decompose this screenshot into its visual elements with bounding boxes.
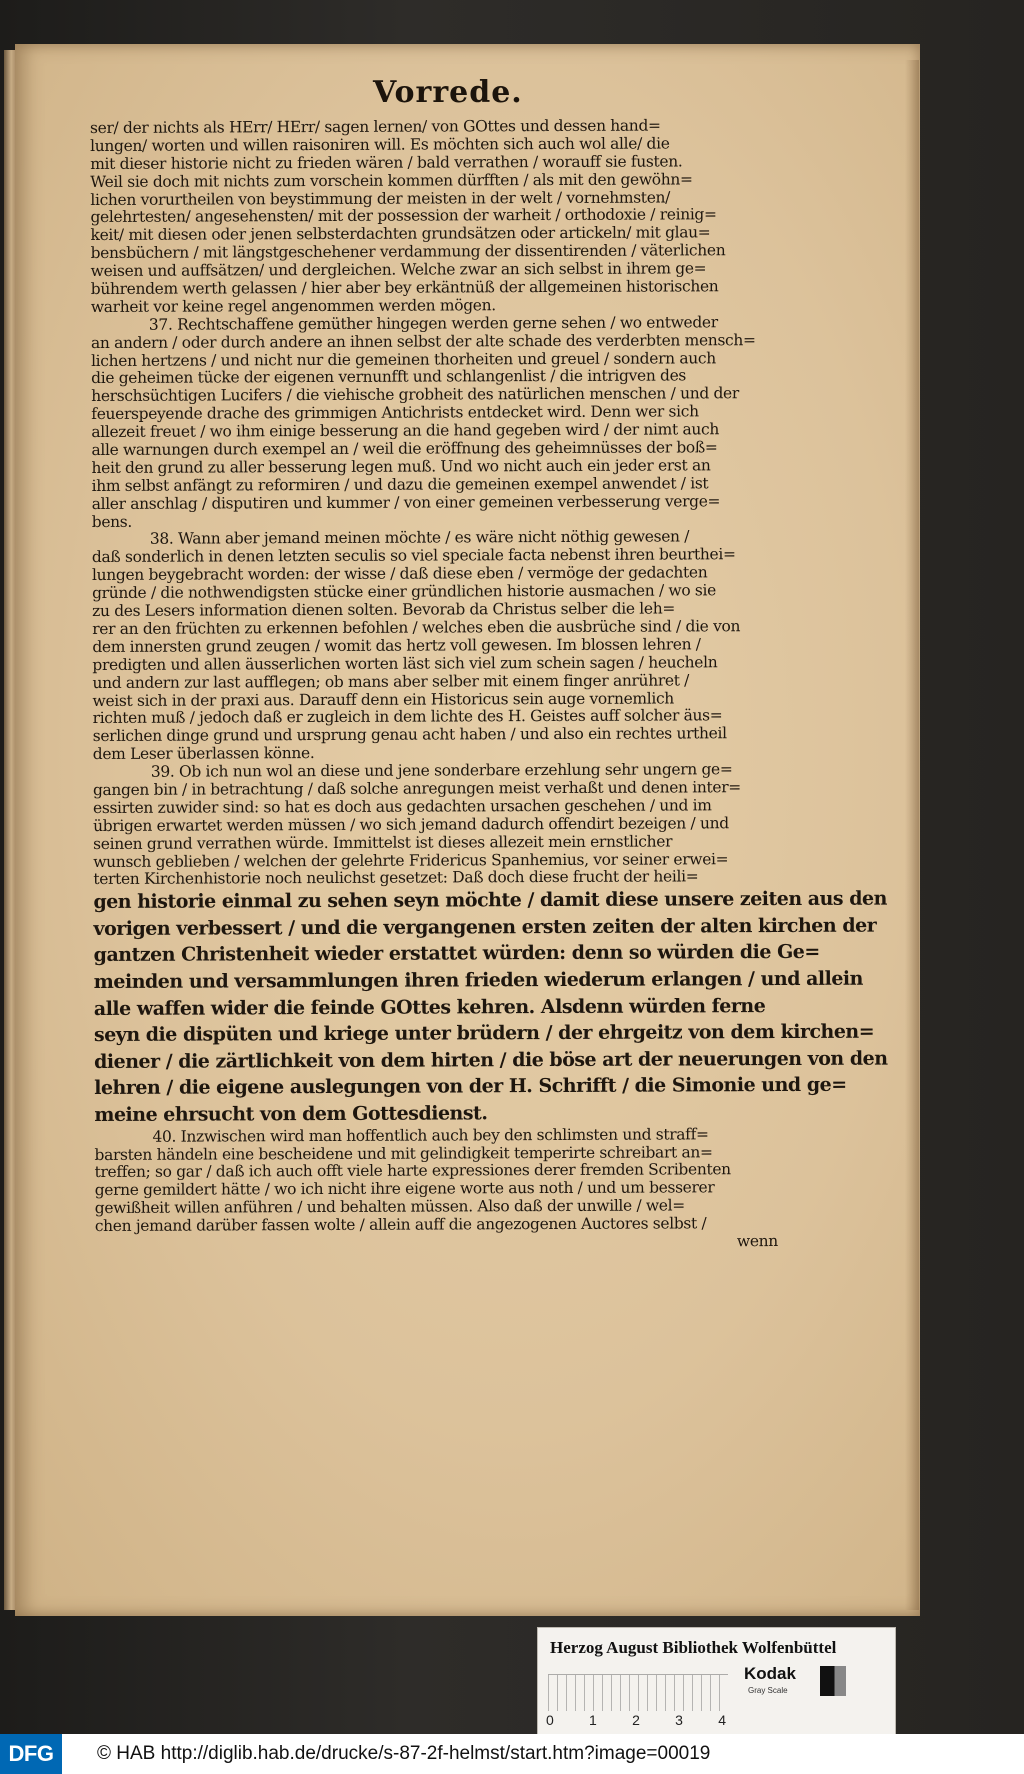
paragraph-38-start: 38. Wann aber jemand meinen möchte / es wäre nicht nöthig gewesen / [149,527,690,549]
ruler-number: 2 [632,1712,640,1728]
text-line: feuerspeyende drache des grimmigen Antichrists entdecket wird. Denn wer sich [91,402,699,424]
gray-scale-label: Gray Scale [748,1686,788,1695]
text-line: ser/ der nichts als HErr/ HErr/ sagen lernen/ von GOttes und dessen hand= [89,116,661,137]
text-line: an andern / oder durch andere an ihnen selbst der alte schade des verderbten mensch= [90,330,756,352]
text-line: bührendem werth gelassen / hier aber bey erkäntnüß der allgemeinen historischen [90,277,719,299]
text-line: essirten zuwider sind: so hat es doch aus gedachten ursachen geschehen / und im [92,796,712,817]
paragraph-37-start: 37. Rechtschaffene gemüther hingegen werden gerne sehen / wo entweder [148,313,718,334]
text-line: weisen und auffsätzen/ und dergleichen. Welche zwar an sich selbst in ihrem ge= [90,259,707,281]
text-line: treffen; so gar / daß ich auch offt viele harte expressiones derer fremden Scribenten [94,1160,731,1182]
text-line: Weil sie doch mit nichts zum vorschein kommen dürfften / als mit den gewöhn= [90,170,693,191]
library-scale-label [537,1627,896,1749]
text-line: gerne gemildert hätte / wo ich nicht ihre eigene worte aus noth / und um besserer [94,1178,715,1200]
running-header: Vorrede. [373,75,523,110]
text-line: übrigen erwartet werden müssen / wo sich jemand dadurch offendirt bezeigen / und [93,813,729,835]
paragraph-39-start: 39. Ob ich nun wol an diese und jene sonderbare erzehlung sehr ungern ge= [150,760,733,781]
source-url[interactable]: © HAB http://diglib.hab.de/drucke/s-87-2f-helmst/start.htm?image=00019 [97,1743,711,1764]
text-line: und andern zur last aufflegen; ob mans aber selber mit einem finger anrühret / [92,671,690,692]
text-line: dem innersten grund zeugen / womit das hertz voll gewesen. Im blossen lehren / [92,635,701,656]
text-line: gewißheit willen anführen / und behalten müssen. Also daß der unwille / wel= [94,1196,685,1218]
text-line: mit dieser historie nicht zu frieden wären / bald verrathen / worauff sie fusten. [90,152,683,173]
text-line: lichen vorurtheilen von beystimmung der meisten in der welt / vornehmsten/ [90,188,671,209]
text-line: bensbüchern / mit längstgeschehener verdammung der dissentirenden / väterlichen [90,241,726,263]
dfg-logo: DFG [0,1734,62,1774]
text-line: predigten und allen äusserlichen worten läst sich viel zum schein sagen / heucheln [92,652,718,674]
text-line: chen jemand darüber fassen wolte / allein auff die angezogenen Auctores selbst / [94,1214,707,1236]
text-line: daß sonderlich in denen letzten seculis so viel speciale facta nebenst ihren beurthei= [91,545,736,567]
quotation-line: meinden und versammlungen ihren frieden wiederum erlangen / und allein [93,967,863,994]
ruler-scale [548,1674,728,1711]
catchword: wenn [736,1231,778,1251]
quotation-line: diener / die zärtlichkeit von dem hirten / die böse art der neuerungen von den [94,1047,888,1073]
text-line: heit den grund zu aller besserung legen muß. Und wo nicht auch ein jeder erst an [91,456,711,477]
text-line: lungen beygebracht worden: der wisse / daß diese eben / vermöge der gedachten [91,563,708,585]
text-line: serlichen dinge grund und ursprung genau acht haben / und also ein rechtes urtheil [92,724,727,746]
text-line: bens. [91,512,133,531]
text-line: die geheimen tücke der eigenen vernunfft und schlangenlist / die intrigven des [91,366,687,388]
quotation-line: alle waffen wider die feinde GOttes kehren. Alsdenn würden ferne [93,994,766,1020]
gray-scale-patch [820,1666,846,1696]
quotation-line: gantzen Christenheit wieder erstattet würden: denn so würden die Ge= [93,941,820,967]
text-line: zu des Lesers information dienen solten. Bevorab da Christus selber die leh= [92,599,676,621]
text-line: seinen grund verrathen würde. Immittelst ist dieses allezeit mein ernstlicher [93,832,673,853]
paragraph-40-start: 40. Inzwischen wird man hoffentlich auch bey den schlimsten und straff= [152,1124,709,1146]
text-line: herschsüchtigen Lucifers / die viehische grobheit des natürlichen menschen / und der [91,384,739,406]
text-line: dem Leser überlassen könne. [92,744,315,764]
ruler-number: 1 [589,1712,597,1728]
quotation-line: meine ehrsucht von dem Gottesdienst. [94,1102,488,1127]
footer-bar [0,1734,1024,1774]
text-line: wunsch geblieben / welchen der gelehrte Fridericus Spanhemius, vor seiner erwei= [93,849,729,871]
quotation-line: vorigen verbessert / und die vergangenen ersten zeiten der alten kirchen der [93,914,877,940]
ruler-number: 3 [675,1712,683,1728]
text-line: barsten händeln eine bescheidene und mit gelindigkeit temperirte schreibart an= [94,1142,713,1164]
ruler-number: 0 [546,1712,554,1728]
text-line: richten muß / jedoch daß er zugleich in dem lichte des H. Geistes auff solcher äus= [92,706,723,728]
quotation-line: lehren / die eigene auslegungen von der H. Schrifft / die Simonie und ge= [94,1074,847,1100]
text-line: ihm selbst anfängt zu reformiren / und dazu die gemeinen exempel anwendet / ist [91,474,709,495]
text-line: weist sich in der praxi aus. Darauff denn ein Historicus sein auge vornemlich [92,688,674,710]
kodak-logo: Kodak [744,1664,796,1683]
text-line: warheit vor keine regel angenommen werden mögen. [90,296,496,316]
text-line: keit/ mit diesen oder jenen selbsterdachten grundsätzen oder artickeln/ mit glau= [90,223,711,245]
quotation-line: seyn die dispüten und kriege unter brüdern / der ehrgeitz von dem kirchen= [93,1020,875,1047]
ruler-numbers [546,1712,726,1728]
quotation-line: gen historie einmal zu sehen seyn möchte / damit diese unsere zeiten aus den [93,887,887,914]
text-line: gangen bin / in betrachtung / daß solche anregungen meist verhaßt und denen inter= [92,778,741,799]
text-line: gelehrtesten/ angesehensten/ mit der possession der warheit / orthodoxie / reinig= [90,205,717,227]
page-text [89,116,888,1254]
library-name: Herzog August Bibliothek Wolfenbüttel [550,1638,837,1657]
text-line: lungen/ worten und willen raisoniren will. Es möchten sich auch wol alle/ die [90,134,670,155]
text-line: alle warnungen durch exempel an / weil die eröffnung des geheimnüsses der boß= [91,438,718,460]
text-line: terten Kirchenhistorie noch neulichst gesetzet: Daß doch diese frucht der heili= [93,867,699,889]
text-line: gründe / die nothwendigsten stücke einer gründlichen historie ausmachen / wo sie [92,581,716,603]
text-line: rer an den früchten zu erkennen befohlen / welches eben die ausbrüche sind / die von [92,617,741,638]
text-line: lichen hertzens / und nicht nur die gemeinen thorheiten und greuel / sondern auch [91,348,716,370]
page-fold-shadow [905,60,919,1610]
text-line: aller anschlag / disputiren und kummer / von einer gemeinen verbesserung verge= [91,491,721,513]
text-line: allezeit freuet / wo ihm einige besserung an die hand gegeben wird / der nimt auch [91,420,719,442]
ruler-number: 4 [718,1712,726,1728]
